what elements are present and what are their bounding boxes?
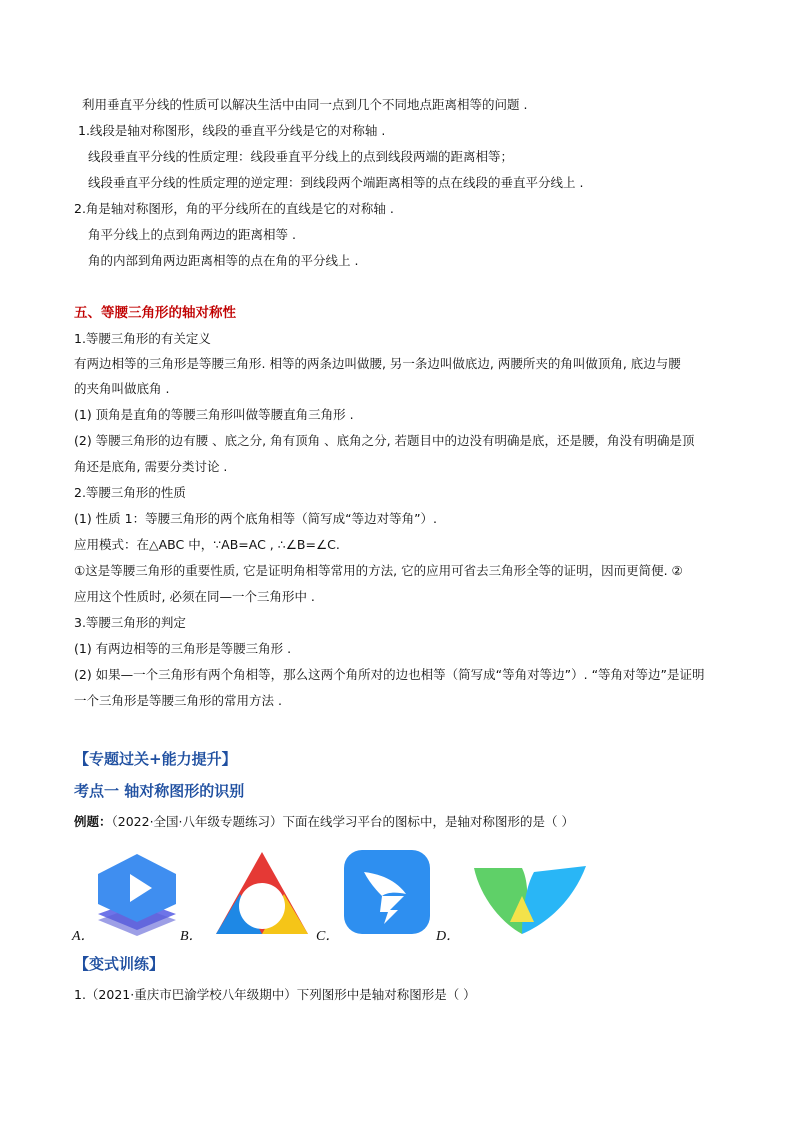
point-2b: 角的内部到角两边距离相等的点在角的平分线上 . xyxy=(88,253,359,268)
option-b-label: B． xyxy=(180,929,203,944)
property-1: (1) 性质 1：等腰三角形的两个底角相等（简写成“等边对等角”）. xyxy=(74,511,438,526)
example-question xyxy=(74,813,574,831)
criterion-2-line-1: (2) 如果—一个三角形有两个角相等，那么这两个角所对的边也相等（简写成“等角对等边”）. “等角对等边”是证明 xyxy=(74,667,705,682)
remark-line-1: ①这是等腰三角形的重要性质, 它是证明角相等常用的方法, 它的应用可省去三角形全等的证明，因而更简便. ② xyxy=(74,563,683,578)
point-1: 1.线段是轴对称图形，线段的垂直平分线是它的对称轴 . xyxy=(78,123,386,138)
example-label: 例题： xyxy=(74,814,112,829)
definition-line-1: 有两边相等的三角形是等腰三角形. 相等的两条边叫做腰, 另一条边叫做底边, 两腰所夹的角叫做顶角, 底边与腰 xyxy=(74,356,681,371)
heading-properties: 2.等腰三角形的性质 xyxy=(74,485,186,500)
play-graduation-logo xyxy=(96,850,178,936)
example-text: （2022·全国·八年级专题练习）下面在线学习平台的图标中，是轴对称图形的是（ ） xyxy=(111,814,574,829)
option-c-label: C． xyxy=(316,929,340,944)
note-1: (1) 顶角是直角的等腰三角形叫做等腰直角三角形 . xyxy=(74,407,354,422)
application-pattern: 应用模式：在△ABC 中，∵AB=AC , ∴∠B=∠C. xyxy=(74,537,340,552)
note-2-line-1: (2) 等腰三角形的边有腰 、底之分, 角有顶角 、底角之分, 若题目中的边没有明确是底，还是腰，角没有明确是顶 xyxy=(74,433,695,448)
definition-line-2: 的夹角叫做底角 . xyxy=(74,381,170,396)
question-1: 1.（2021·重庆市巴渝学校八年级期中）下列图形中是轴对称图形是（ ） xyxy=(74,987,476,1002)
variant-training-header: 【变式训练】 xyxy=(74,955,165,973)
green-v-leaf-logo xyxy=(470,862,588,936)
point-2: 2.角是轴对称图形，角的平分线所在的直线是它的对称轴 . xyxy=(74,201,394,216)
white-bird-logo xyxy=(344,850,430,934)
point-1a: 线段垂直平分线的性质定理：线段垂直平分线上的点到线段两端的距离相等； xyxy=(88,149,514,164)
point-2a: 角平分线上的点到角两边的距离相等 . xyxy=(88,227,296,242)
paragraph-intro: 利用垂直平分线的性质可以解决生活中由同一点到几个不同地点距离相等的问题 . xyxy=(82,97,528,112)
heading-definition: 1.等腰三角形的有关定义 xyxy=(74,331,211,346)
note-2-line-2: 角还是底角, 需要分类讨论 . xyxy=(74,459,228,474)
option-d-label: D． xyxy=(436,929,461,944)
criterion-1: (1) 有两边相等的三角形是等腰三角形 . xyxy=(74,641,292,656)
criterion-2-line-2: 一个三角形是等腰三角形的常用方法 . xyxy=(74,693,282,708)
heading-criteria: 3.等腰三角形的判定 xyxy=(74,615,186,630)
practice-header: 【专题过关+能力提升】 xyxy=(74,750,237,768)
tricolor-triangle-logo xyxy=(214,850,310,936)
option-a-label: A． xyxy=(72,929,95,944)
remark-line-2: 应用这个性质时, 必须在同—一个三角形中 . xyxy=(74,589,315,604)
keypoint-title: 考点一 轴对称图形的识别 xyxy=(74,782,245,800)
section-title: 五、等腰三角形的轴对称性 xyxy=(74,305,236,321)
point-1b: 线段垂直平分线的性质定理的逆定理：到线段两个端距离相等的点在线段的垂直平分线上 . xyxy=(88,175,584,190)
